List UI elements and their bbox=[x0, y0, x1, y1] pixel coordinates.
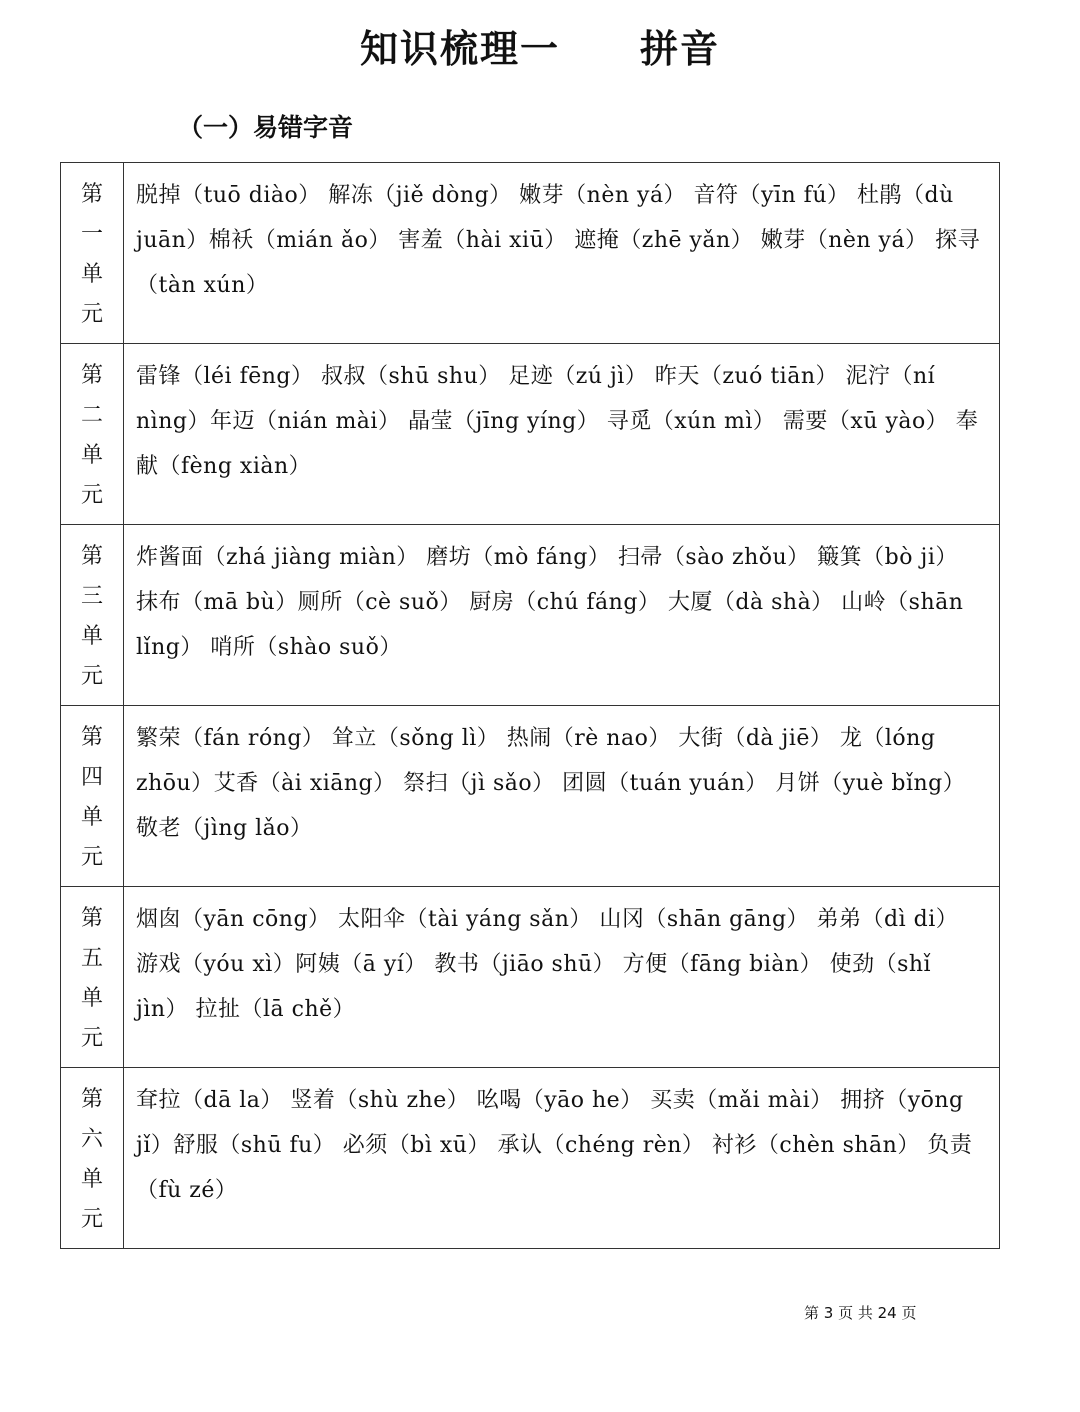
page-title: 知识梳理一 拼音 bbox=[359, 27, 720, 71]
unit-label-cell bbox=[61, 887, 124, 1068]
unit-label: 第一单元 bbox=[80, 182, 103, 327]
unit-words-cell bbox=[124, 706, 1000, 887]
pinyin-table bbox=[60, 162, 1000, 1249]
unit-label-cell bbox=[61, 1068, 124, 1249]
unit-label-cell bbox=[61, 706, 124, 887]
unit-words: 繁荣（fán róng） 耸立（sǒng lì） 热闹（rè nao） 大街（dà jiē） 龙（lóng zhōu）艾香（ài xiāng） 祭扫（jì sǎo） 团圆（tuán yuán） 月饼（yuè bǐng） 敬老（jìng lǎo） bbox=[136, 726, 966, 841]
unit-label-cell bbox=[61, 525, 124, 706]
table-row bbox=[61, 1068, 1000, 1249]
unit-words: 雷锋（léi fēng） 叔叔（shū shu） 足迹（zú jì） 昨天（zuó tiān） 泥泞（ní nìng）年迈（nián mài） 晶莹（jīng yíng） 寻觅（xún mì） 需要（xū yào） 奉献（fèng xiàn） bbox=[136, 364, 979, 479]
table-row bbox=[61, 525, 1000, 706]
unit-words-cell bbox=[124, 163, 1000, 344]
unit-label-cell bbox=[61, 344, 124, 525]
unit-words-cell bbox=[124, 525, 1000, 706]
unit-words-cell bbox=[124, 344, 1000, 525]
table-row bbox=[61, 163, 1000, 344]
unit-words: 脱掉（tuō diào） 解冻（jiě dòng） 嫩芽（nèn yá） 音符（yīn fú） 杜鹃（dù juān）棉袄（mián ǎo） 害羞（hài xiū） 遮掩（zhē yǎn） 嫩芽（nèn yá） 探寻（tàn xún） bbox=[136, 183, 981, 298]
unit-label: 第六单元 bbox=[80, 1087, 103, 1232]
unit-words-cell bbox=[124, 1068, 1000, 1249]
page-number-footer: 第 3 页 共 24 页 bbox=[804, 1304, 917, 1322]
unit-label-cell bbox=[61, 163, 124, 344]
unit-label: 第三单元 bbox=[80, 544, 103, 689]
unit-words: 耷拉（dā la） 竖着（shù zhe） 吆喝（yāo he） 买卖（mǎi mài） 拥挤（yōng jǐ）舒服（shū fu） 必须（bì xū） 承认（chéng rèn） 衬衫（chèn shān） 负责（fù zé） bbox=[136, 1088, 973, 1203]
table-row bbox=[61, 887, 1000, 1068]
table-row bbox=[61, 706, 1000, 887]
section-heading: （一）易错字音 bbox=[178, 113, 354, 142]
table-row bbox=[61, 344, 1000, 525]
unit-words: 炸酱面（zhá jiàng miàn） 磨坊（mò fáng） 扫帚（sào zhǒu） 簸箕（bò ji） 抹布（mā bù）厕所（cè suǒ） 厨房（chú fáng） 大厦（dà shà） 山岭（shān lǐng） 哨所（shào suǒ） bbox=[136, 545, 964, 660]
unit-words: 烟囱（yān cōng） 太阳伞（tài yáng sǎn） 山冈（shān gāng） 弟弟（dì di） 游戏（yóu xì）阿姨（ā yí） 教书（jiāo shū） 方便（fāng biàn） 使劲（shǐ jìn） 拉扯（lā chě） bbox=[136, 907, 959, 1022]
unit-label: 第四单元 bbox=[80, 725, 103, 870]
unit-words-cell bbox=[124, 887, 1000, 1068]
unit-label: 第二单元 bbox=[80, 363, 103, 508]
unit-label: 第五单元 bbox=[80, 906, 103, 1051]
